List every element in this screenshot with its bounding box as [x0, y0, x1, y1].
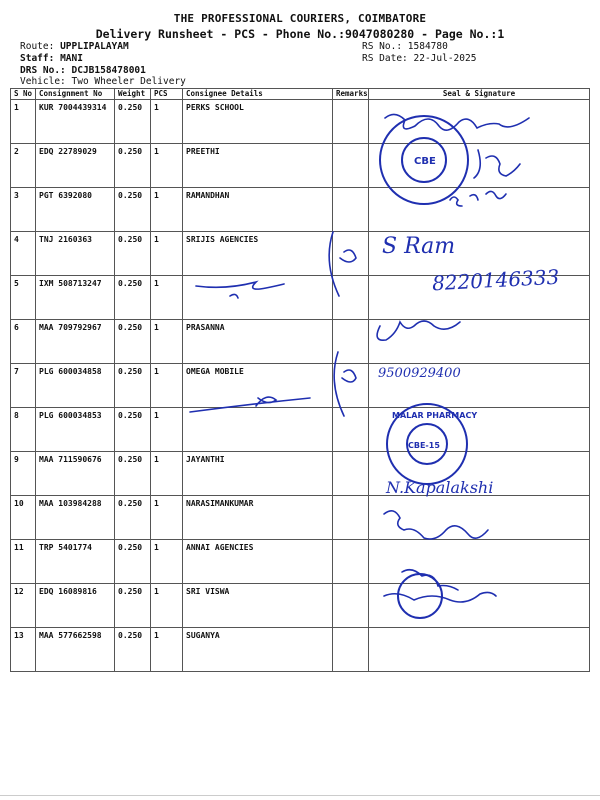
consignee-cell: OMEGA MOBILE: [183, 364, 333, 408]
weight-cell: 0.250: [115, 320, 151, 364]
weight-cell: 0.250: [115, 100, 151, 144]
company-title: THE PROFESSIONAL COURIERS, COIMBATORE: [173, 12, 427, 25]
sno-cell: 5: [11, 276, 36, 320]
signature-cell: [369, 452, 590, 496]
consignment-cell: TNJ 2160363: [36, 232, 115, 276]
sno-cell: 11: [11, 540, 36, 584]
sno-cell: 2: [11, 144, 36, 188]
sno-cell: 3: [11, 188, 36, 232]
drs-label: DRS No.:: [20, 65, 66, 76]
table-row: [11, 540, 590, 584]
sno-cell: 9: [11, 452, 36, 496]
remarks-cell: [333, 540, 369, 584]
weight-cell: 0.250: [115, 232, 151, 276]
signature-cell: [369, 188, 590, 232]
consignee-cell: SRIJIS AGENCIES: [183, 232, 333, 276]
signature-cell: [369, 408, 590, 452]
handwriting-s-ram: S Ram: [382, 234, 456, 259]
remarks-cell: [333, 276, 369, 320]
col-pcs: PCS: [151, 89, 183, 100]
consignment-cell: PLG 600034853: [36, 408, 115, 452]
pcs-cell: 1: [151, 628, 183, 672]
table-row: [11, 584, 590, 628]
table-row: [11, 276, 590, 320]
table-body: [11, 100, 590, 672]
table-row: [11, 408, 590, 452]
consignment-cell: IXM 508713247: [36, 276, 115, 320]
sno-cell: 4: [11, 232, 36, 276]
consignee-cell: NARASIMANKUMAR: [183, 496, 333, 540]
col-seal-signature: Seal & Signature: [369, 89, 590, 100]
consignee-cell: RAMANDHAN: [183, 188, 333, 232]
sno-cell: 7: [11, 364, 36, 408]
signature-cell: [369, 628, 590, 672]
remarks-cell: [333, 188, 369, 232]
pcs-cell: 1: [151, 408, 183, 452]
rs-no-label: RS No.:: [362, 41, 403, 52]
stamp-ring-text-2: MALAR PHARMACY: [392, 411, 478, 420]
table-header-row: [11, 89, 590, 100]
handwriting-phone-2: 9500929400: [378, 366, 461, 381]
table-row: [11, 364, 590, 408]
pcs-cell: 1: [151, 584, 183, 628]
consignee-cell: PRASANNA: [183, 320, 333, 364]
pcs-cell: 1: [151, 320, 183, 364]
consignment-cell: TRP 5401774: [36, 540, 115, 584]
pcs-cell: 1: [151, 452, 183, 496]
table-row: [11, 100, 590, 144]
pcs-cell: 1: [151, 144, 183, 188]
consignee-cell: SUGANYA: [183, 628, 333, 672]
pcs-cell: 1: [151, 364, 183, 408]
pcs-cell: 1: [151, 232, 183, 276]
consignment-cell: EDQ 22789029: [36, 144, 115, 188]
consignment-cell: MAA 103984288: [36, 496, 115, 540]
vehicle-line: [20, 76, 186, 87]
remarks-cell: [333, 584, 369, 628]
consignee-cell: PERKS SCHOOL: [183, 100, 333, 144]
consignment-cell: PGT 6392080: [36, 188, 115, 232]
runsheet-subtitle: Delivery Runsheet - PCS - Phone No.:9047080280 - Page No.:1: [95, 27, 505, 41]
route-label: Route:: [20, 41, 55, 52]
pcs-cell: 1: [151, 100, 183, 144]
stamp-center-cbe: CBE: [414, 156, 436, 167]
remarks-cell: [333, 628, 369, 672]
weight-cell: 0.250: [115, 584, 151, 628]
signature-cell: [369, 364, 590, 408]
table-row: [11, 496, 590, 540]
consignment-cell: EDQ 16089816: [36, 584, 115, 628]
table-row: [11, 320, 590, 364]
weight-cell: 0.250: [115, 496, 151, 540]
staff-line: [20, 53, 83, 64]
sno-cell: 6: [11, 320, 36, 364]
weight-cell: 0.250: [115, 628, 151, 672]
weight-cell: 0.250: [115, 276, 151, 320]
weight-cell: 0.250: [115, 452, 151, 496]
pcs-cell: 1: [151, 188, 183, 232]
table-row: [11, 452, 590, 496]
col-consignment: Consignment No: [36, 89, 115, 100]
remarks-cell: [333, 452, 369, 496]
pcs-cell: 1: [151, 540, 183, 584]
consignment-cell: MAA 709792967: [36, 320, 115, 364]
remarks-cell: [333, 364, 369, 408]
remarks-cell: [333, 100, 369, 144]
vehicle-label: Vehicle:: [20, 76, 66, 87]
sno-cell: 1: [11, 100, 36, 144]
route-line: [20, 41, 129, 52]
consignee-cell: ANNAI AGENCIES: [183, 540, 333, 584]
consignee-cell: [183, 408, 333, 452]
pcs-cell: 1: [151, 496, 183, 540]
handwriting-phone-1: 8220146333: [431, 264, 560, 296]
consignee-cell: PREETHI: [183, 144, 333, 188]
table-row: [11, 144, 590, 188]
signature-cell: [369, 144, 590, 188]
col-consignee: Consignee Details: [183, 89, 333, 100]
signature-cell: [369, 232, 590, 276]
table-row: [11, 628, 590, 672]
sno-cell: 8: [11, 408, 36, 452]
rs-no-line: [362, 41, 448, 52]
weight-cell: 0.250: [115, 364, 151, 408]
rs-date-line: [362, 53, 476, 64]
col-sno: S No: [11, 89, 36, 100]
pcs-cell: 1: [151, 276, 183, 320]
rs-date-label: RS Date:: [362, 53, 408, 64]
staff-label: Staff:: [20, 53, 55, 64]
consignment-cell: PLG 600034858: [36, 364, 115, 408]
sno-cell: 10: [11, 496, 36, 540]
page-bottom-rule: [0, 795, 600, 796]
route-value: UPPLIPALAYAM: [60, 41, 129, 52]
consignment-cell: KUR 7004439314: [36, 100, 115, 144]
rs-date-value: 22-Jul-2025: [413, 53, 477, 64]
consignee-cell: SRI VISWA: [183, 584, 333, 628]
table-row: [11, 232, 590, 276]
stamp-center-cbe15: CBE-15: [408, 441, 440, 450]
col-weight: Weight: [115, 89, 151, 100]
drs-line: [20, 65, 146, 76]
remarks-cell: [333, 320, 369, 364]
signature-cell: [369, 276, 590, 320]
weight-cell: 0.250: [115, 144, 151, 188]
consignee-cell: [183, 276, 333, 320]
signature-cell: [369, 584, 590, 628]
consignee-cell: JAYANTHI: [183, 452, 333, 496]
weight-cell: 0.250: [115, 408, 151, 452]
weight-cell: 0.250: [115, 188, 151, 232]
consignment-cell: MAA 577662598: [36, 628, 115, 672]
table-row: [11, 188, 590, 232]
weight-cell: 0.250: [115, 540, 151, 584]
runsheet-table: [10, 88, 590, 672]
signature-cell: [369, 496, 590, 540]
remarks-cell: [333, 496, 369, 540]
consignment-cell: MAA 711590676: [36, 452, 115, 496]
handwriting-name: N.Kapalakshi: [386, 478, 494, 497]
signature-cell: [369, 100, 590, 144]
remarks-cell: [333, 408, 369, 452]
col-remarks: Remarks: [333, 89, 369, 100]
rs-no-value: 1584780: [407, 41, 448, 52]
signature-cell: [369, 320, 590, 364]
remarks-cell: [333, 144, 369, 188]
sno-cell: 12: [11, 584, 36, 628]
drs-value: DCJB158478001: [71, 65, 146, 76]
signature-cell: [369, 540, 590, 584]
remarks-cell: [333, 232, 369, 276]
staff-value: MANI: [60, 53, 83, 64]
sno-cell: 13: [11, 628, 36, 672]
vehicle-value: Two Wheeler Delivery: [71, 76, 186, 87]
